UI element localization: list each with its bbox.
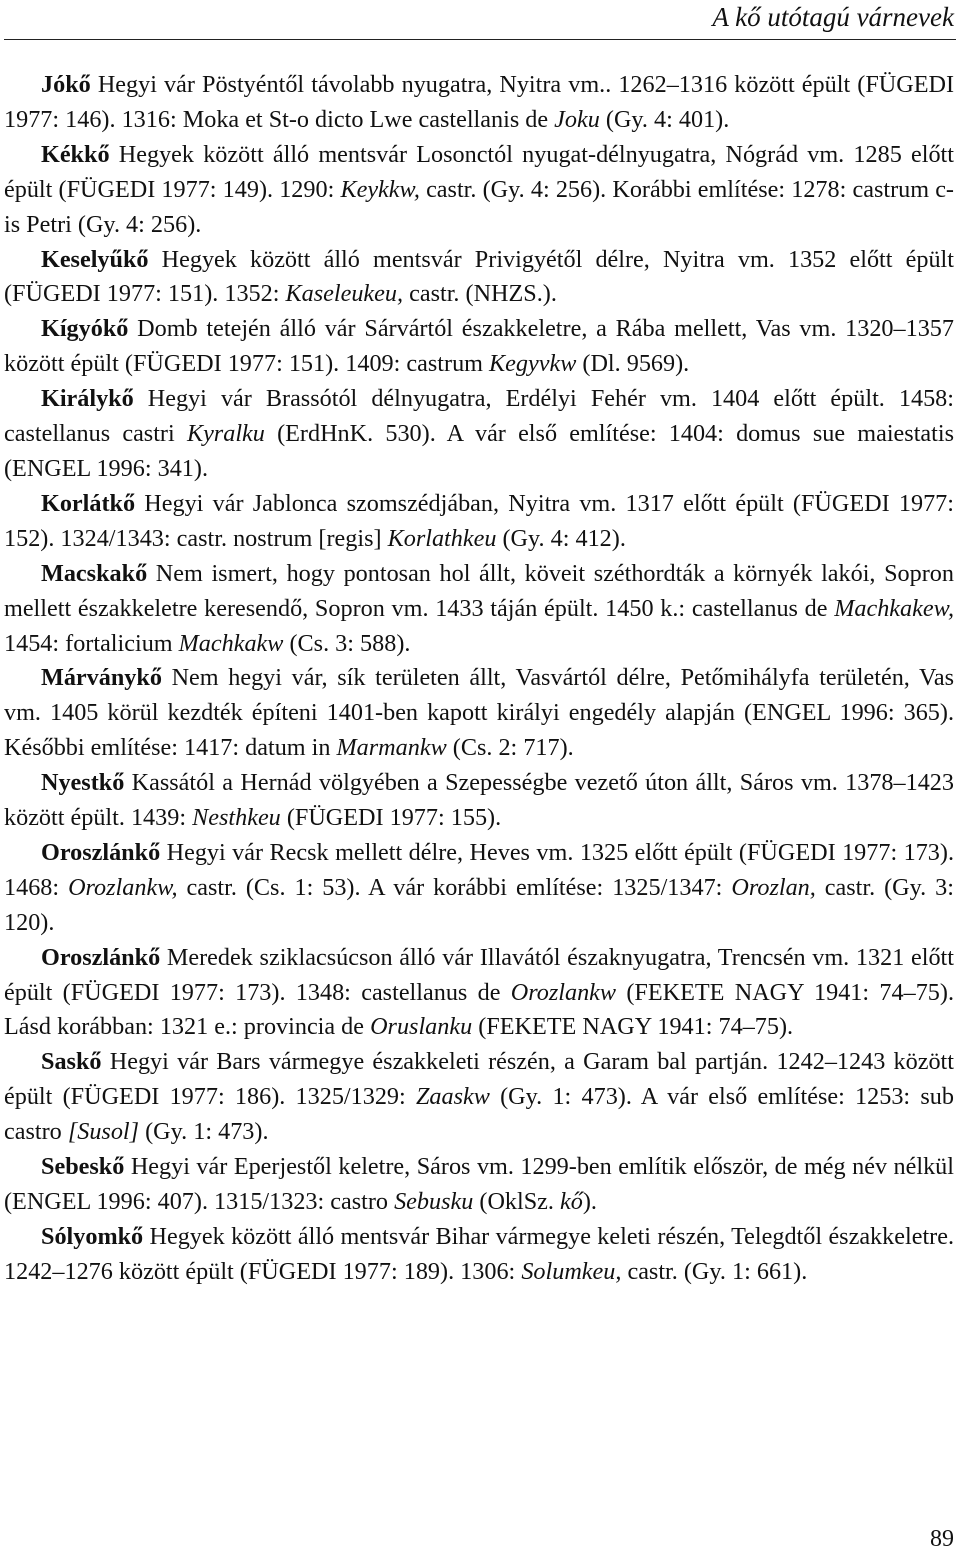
entry-text: castr. (Cs. 1: 53). A vár korábbi említése: 1325/1347: <box>177 873 732 901</box>
entry-text: (Gy. 1: 473). <box>139 1118 269 1146</box>
castle-name: Kígyókő <box>41 315 129 343</box>
castle-name: Sólyomkő <box>41 1222 144 1250</box>
source-form-italic: Solumkeu, <box>521 1257 622 1285</box>
source-form-italic: Keykkw, <box>340 175 420 203</box>
running-header: A kő utótagú várnevek <box>712 2 954 32</box>
source-form-italic: [Susol] <box>67 1118 140 1146</box>
entry-text: castr. (Gy. 3: 120). <box>4 873 954 936</box>
source-form-italic: Kaseleukeu, <box>285 280 404 308</box>
castle-entry <box>4 661 954 766</box>
entry-text: Hegyek között álló mentsvár Losonctól nyugat-délnyugatra, Nógrád vm. 1285 előtt épült (FÜGEDI 1977: 149). 1290: <box>4 140 954 203</box>
entry-text: (Cs. 2: 717). <box>446 734 574 762</box>
source-form-italic: Sebusku <box>394 1188 474 1215</box>
source-form-italic: Kegyvkw <box>489 350 577 378</box>
castle-name: Oroszlánkő <box>41 943 161 971</box>
castle-name: Jókő <box>41 71 91 98</box>
page-number: 89 <box>930 1526 954 1552</box>
castle-name: Saskő <box>41 1048 102 1076</box>
entry-text: castr. (Gy. 1: 661). <box>621 1257 808 1285</box>
entry-text: castr. (Gy. 4: 256). Korábbi említése: 1278: castrum c-is Petri (Gy. 4: 256). <box>4 175 954 238</box>
source-form-italic: Joku <box>554 105 600 133</box>
source-form-italic: kő <box>560 1188 583 1215</box>
source-form-italic: Oruslanku <box>370 1013 473 1041</box>
entry-text: Nem hegyi vár, sík területen állt, Vasvártól délre, Petőmihályfa területén, Vas vm. 1405 körül kezdték építeni 1401-ben kapott királyi engedély alapján (ENGEL 1996: 365). Későbbi említése: 1417: datum in <box>4 664 954 762</box>
entry-text: (ErdHnK. 530). A vár első említése: 1404: domus sue maiestatis (ENGEL 1996: 341). <box>4 420 955 482</box>
entry-text: castr. (NHZS.). <box>403 280 557 308</box>
castle-name: Korlátkő <box>41 489 136 517</box>
castle-name: Kékkő <box>41 140 110 168</box>
entry-text: Hegyi vár Jablonca szomszédjában, Nyitra vm. 1317 előtt épült (FÜGEDI 1977: 152). 1324/1343: castr. nostrum [regis] <box>4 489 954 552</box>
entry-text: Nem ismert, hogy pontosan hol állt, köveit széthordták a környék lakói, Sopron mellett északkeletre keresendő, Sopron vm. 1433 táján épült. 1450 k.: castellanus de <box>4 559 954 622</box>
entry-text: ). <box>582 1188 597 1215</box>
castle-entry <box>4 1150 954 1220</box>
entry-text: (OklSz. <box>473 1188 561 1215</box>
castle-entry <box>4 1045 954 1150</box>
entry-text: (Cs. 3: 588). <box>283 629 411 657</box>
castle-name: Márványkő <box>41 664 162 692</box>
castle-entry <box>4 766 954 836</box>
header-rule <box>4 39 956 40</box>
castle-name: Keselyűkő <box>41 245 149 273</box>
castle-entry <box>4 138 954 243</box>
entry-text: Domb tetején álló vár Sárvártól északkeletre, a Rába mellett, Vas vm. 1320–1357 között épült (FÜGEDI 1977: 151). 1409: castrum <box>4 315 954 378</box>
castle-name: Királykő <box>41 385 134 413</box>
source-form-italic: Zaaskw <box>415 1083 490 1111</box>
entry-text: Meredek sziklacsúcson álló vár Illavától északnyugatra, Trencsén vm. 1321 előtt épült (FÜGEDI 1977: 173). 1348: castellanus de <box>4 943 954 1006</box>
source-form-italic: Orozlankw <box>510 978 617 1006</box>
entry-list <box>4 68 954 1290</box>
entry-text: Hegyi vár Eperjestől keletre, Sáros vm. 1299-ben említik először, de még név nélkül (ENGEL 1996: 407). 1315/1323: castro <box>4 1153 954 1215</box>
castle-entry <box>4 68 954 138</box>
source-form-italic: Kyralku <box>186 420 265 448</box>
entry-text: Hegyi vár Recsk mellett délre, Heves vm. 1325 előtt épült (FÜGEDI 1977: 173). 1468: <box>4 838 954 901</box>
entry-text: (FÜGEDI 1977: 155). <box>280 804 502 832</box>
source-form-italic: Orozlankw, <box>68 873 178 901</box>
castle-entry <box>4 312 954 382</box>
entry-text: Hegyek között álló mentsvár Bihar vármegye keleti részén, Telegdtől északkeletre. 1242–1276 között épült (FÜGEDI 1977: 189). 1306: <box>4 1222 954 1285</box>
castle-name: Macskakő <box>41 559 148 587</box>
source-form-italic: Marmankw <box>336 734 447 762</box>
castle-entry <box>4 487 954 557</box>
entry-text: (FEKETE NAGY 1941: 74–75). <box>472 1013 794 1041</box>
castle-entry <box>4 382 954 487</box>
castle-entry <box>4 243 954 313</box>
source-form-italic: Korlathkeu <box>387 524 497 552</box>
castle-name: Nyestkő <box>41 769 125 797</box>
source-form-italic: Orozlan, <box>731 873 816 901</box>
entry-text: 1454: fortalicium <box>4 629 179 657</box>
entry-text: (Gy. 4: 412). <box>496 524 626 552</box>
entry-text: Hegyi vár Pöstyéntől távolabb nyugatra, Nyitra vm.. 1262–1316 között épült (FÜGEDI 1977: 146). 1316: Moka et St-o dicto Lwe castellanis de <box>4 71 954 133</box>
source-form-italic: Nesthkeu <box>192 804 281 832</box>
castle-entry <box>4 557 954 662</box>
entry-text: (Dl. 9569). <box>576 350 690 378</box>
source-form-italic: Machkakew, <box>834 594 954 622</box>
entry-text: Kassától a Hernád völgyében a Szepességbe vezető úton állt, Sáros vm. 1378–1423 között épült. 1439: <box>4 769 954 832</box>
source-form-italic: Machkakw <box>178 629 284 657</box>
entry-text: (Gy. 4: 401). <box>599 105 730 133</box>
castle-name: Oroszlánkő <box>41 838 161 866</box>
entry-text: Hegyek között álló mentsvár Privigyétől délre, Nyitra vm. 1352 előtt épült (FÜGEDI 1977: 151). 1352: <box>4 245 954 308</box>
entry-text: Hegyi vár Bars vármegye északkeleti részén, a Garam bal partján. 1242–1243 között épült (FÜGEDI 1977: 186). 1325/1329: <box>4 1048 954 1111</box>
entry-text: Hegyi vár Brassótól délnyugatra, Erdélyi Fehér vm. 1404 előtt épült. 1458: castellanus castri <box>4 385 954 448</box>
castle-entry <box>4 1220 954 1290</box>
castle-entry <box>4 941 954 1046</box>
entry-text: (FEKETE NAGY 1941: 74–75). Lásd korábban: 1321 e.: provincia de <box>4 978 954 1041</box>
castle-entry <box>4 836 954 941</box>
castle-name: Sebeskő <box>41 1153 125 1181</box>
entry-text: (Gy. 1: 473). A vár első említése: 1253: sub castro <box>4 1083 954 1146</box>
